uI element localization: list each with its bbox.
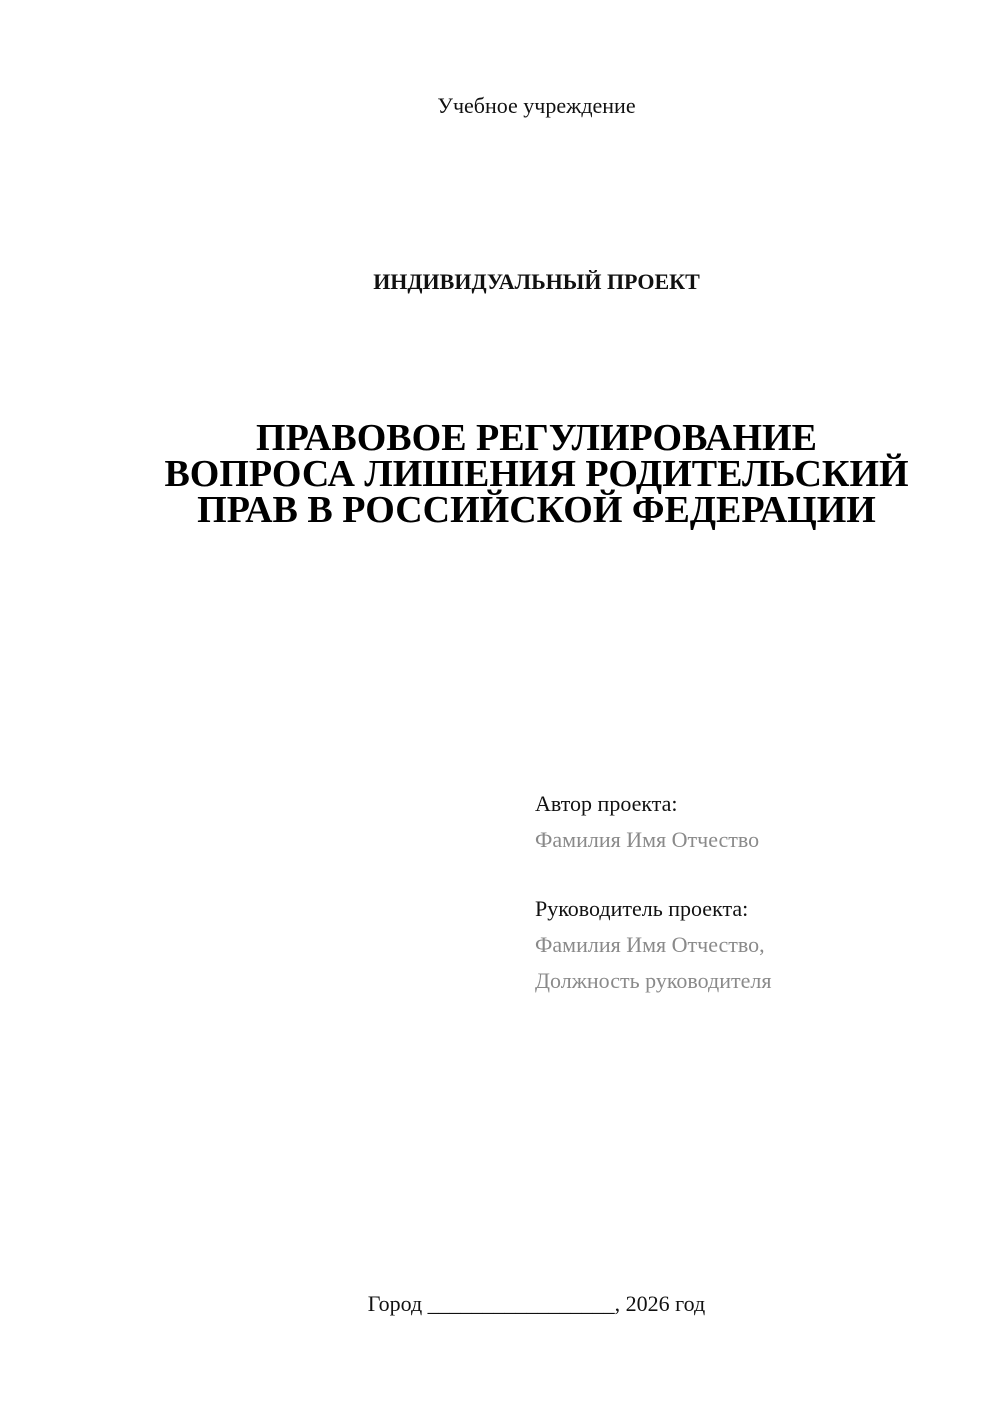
project-title-line: ПРАВ В РОССИЙСКОЙ ФЕДЕРАЦИИ [197, 489, 876, 531]
supervisor-position-placeholder: Должность руководителя [535, 968, 772, 993]
project-title [100, 417, 973, 531]
project-title-line: ВОПРОСА ЛИШЕНИЯ РОДИТЕЛЬСКИЙ [164, 453, 909, 495]
supervisor-name-placeholder: Фамилия Имя Отчество, [535, 932, 765, 957]
author-block [535, 786, 975, 858]
supervisor-block [535, 891, 975, 999]
supervisor-label: Руководитель проекта: [535, 896, 749, 921]
project-type-heading: ИНДИВИДУАЛЬНЫЙ ПРОЕКТ [373, 269, 700, 294]
project-title-line: ПРАВОВОЕ РЕГУЛИРОВАНИЕ [256, 417, 817, 459]
author-label: Автор проекта: [535, 791, 678, 816]
city-year-line: Город _________________, 2026 год [367, 1291, 706, 1316]
author-name-placeholder: Фамилия Имя Отчество [535, 827, 760, 852]
institution-name: Учебное учреждение [437, 93, 636, 118]
